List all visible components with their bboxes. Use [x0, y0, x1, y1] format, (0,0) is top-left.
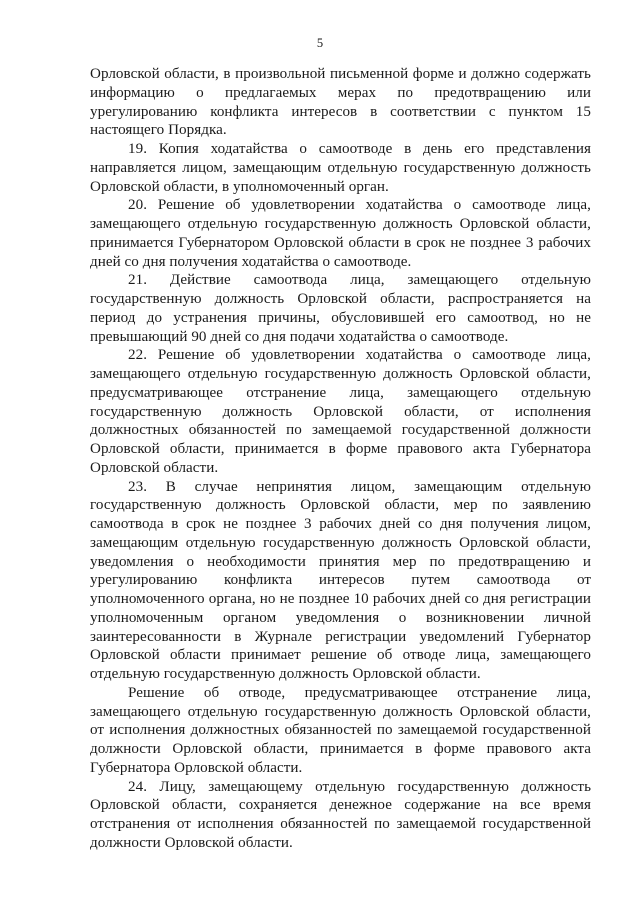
- paragraph-continuation: Орловской области, в произвольной письменной форме и должно содержать информацию о предлагаемых мерах по предотвращению или урегулированию конфликта интересов в соответствии с пунктом 15 настоящего Порядка.: [90, 66, 591, 139]
- paragraph-item-19: 19. Копия ходатайства о самоотводе в день его представления направляется лицом, замещающим отдельную государственную должность Орловской области, в уполномоченный орган.: [90, 141, 591, 195]
- document-body: [90, 65, 591, 853]
- paragraph-item-20: 20. Решение об удовлетворении ходатайства о самоотводе лица, замещающего отдельную государственную должность Орловской области, принимается Губернатором Орловской области в срок не позднее 3 рабочих дней со дня получения ходатайства о самоотводе.: [90, 197, 591, 270]
- paragraph-item-22: 22. Решение об удовлетворении ходатайства о самоотводе лица, замещающего отдельную государственную должность Орловской области, предусматривающее отстранение лица, замещающего отдельную государственную должность Орловской области, от исполнения должностных обязанностей по замещаемой государственной должности Орловской области, принимается в форме правового акта Губернатора Орловской области.: [90, 347, 591, 476]
- paragraph-item-23-decision: Решение об отводе, предусматривающее отстранение лица, замещающего отдельную государственную должность Орловской области, от исполнения должностных обязанностей по замещаемой государственной должности Орловской области, принимается в форме правового акта Губернатора Орловской области.: [90, 684, 591, 776]
- page-number: 5: [316, 36, 324, 50]
- paragraph-item-24: 24. Лицу, замещающему отдельную государственную должность Орловской области, сохраняется денежное содержание на все время отстранения от исполнения обязанностей по замещаемой государственной должности Орловской области.: [90, 778, 591, 851]
- paragraph-item-21: 21. Действие самоотвода лица, замещающего отдельную государственную должность Орловской области, распространяется на период до устранения причины, обусловившей его самоотвод, но не превышающий 90 дней со дня подачи ходатайства о самоотводе.: [90, 272, 591, 345]
- paragraph-item-23: 23. В случае непринятия лицом, замещающим отдельную государственную должность Орловской области, мер по заявлению самоотвода в срок не позднее 3 рабочих дней со дня получения лицом, замещающим отдельную государственную должность Орловской области, уведомления о необходимости принятия мер по предотвращению и урегулированию конфликта интересов путем самоотвода от уполномоченного органа, но не позднее 10 рабочих дней со дня регистрации уполномоченным органом уведомления о возникновении личной заинтересованности в Журнале регистрации уведомлений Губернатор Орловской области принимает решение об отводе лица, замещающего отдельную государственную должность Орловской области.: [90, 478, 591, 682]
